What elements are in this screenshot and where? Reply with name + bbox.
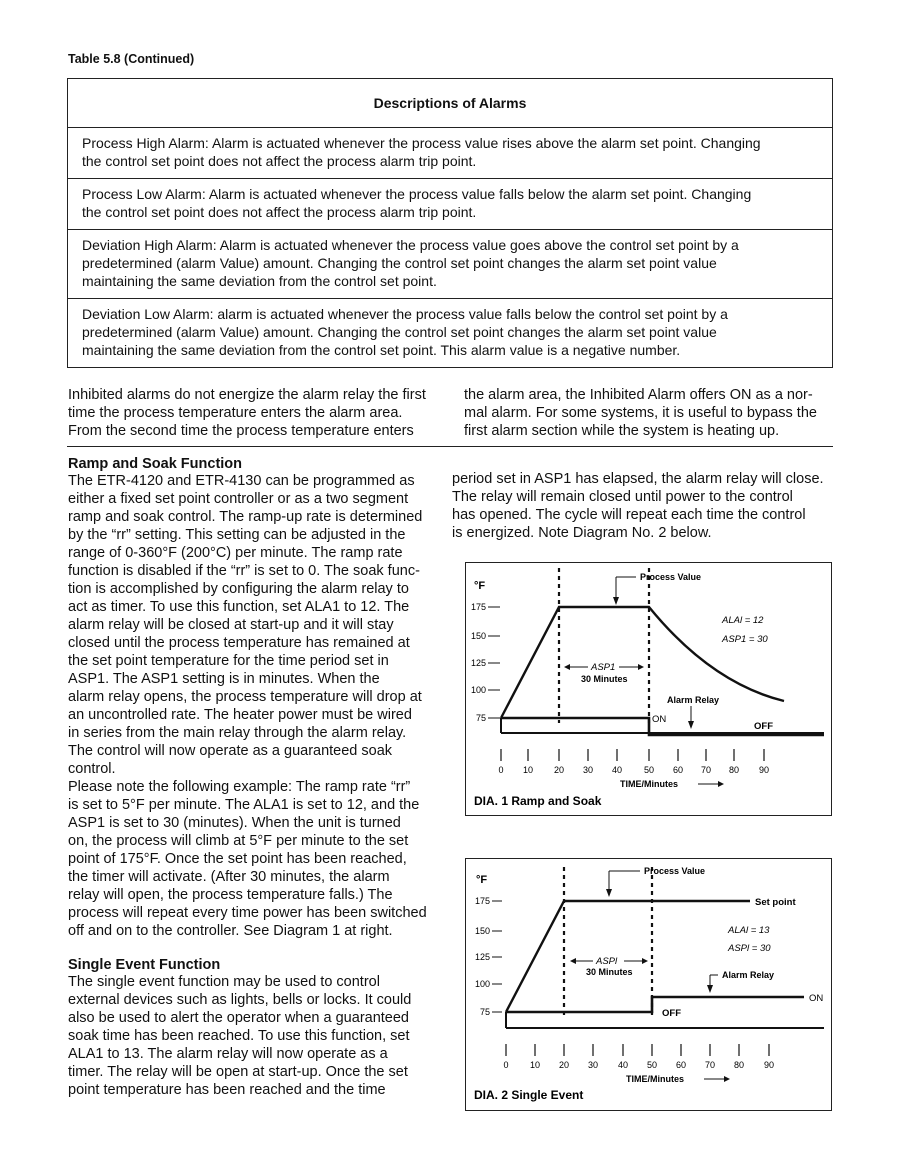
relay-on-label: ON xyxy=(652,714,667,725)
table-header: Descriptions of Alarms xyxy=(68,79,832,128)
alarm-relay-arrowhead xyxy=(707,985,713,993)
ramp-soak-line: The ETR-4120 and ETR-4130 can be programmed as xyxy=(68,473,415,489)
timer-arrowhead-right xyxy=(642,958,648,964)
single-event-line: ALA1 to 13. The alarm relay will now operate as a xyxy=(68,1046,388,1062)
ramp-soak-line: tion is accomplished by configuring the alarm relay to xyxy=(68,581,409,597)
y-tick-label: 100 xyxy=(470,685,486,695)
ramp-soak-line: function is disabled if the “rr” is set to 0. The soak func- xyxy=(68,563,420,579)
diagram-title: DIA. 2 Single Event xyxy=(474,1088,584,1102)
x-axis-label: TIME/Minutes xyxy=(620,779,678,789)
y-tick-label: 150 xyxy=(474,926,490,936)
alarm-relay-label: Alarm Relay xyxy=(722,970,775,980)
y-tick-label: 100 xyxy=(474,979,490,989)
ramp-soak-right-paragraph xyxy=(452,470,842,542)
ramp-soak-line: point of 175°F. Once the set point has been reached, xyxy=(68,851,407,867)
timer-label: ASP1 xyxy=(591,662,616,673)
x-tick-label: 80 xyxy=(728,765,740,775)
single-event-line: timer. The relay will be open at start-up. Once the set xyxy=(68,1064,408,1080)
y-unit-label: °F xyxy=(474,580,486,592)
x-tick-label: 0 xyxy=(503,1060,509,1070)
diagram-single-event xyxy=(465,858,832,1111)
x-tick-label: 30 xyxy=(587,1060,599,1070)
ramp-soak-right-line: period set in ASP1 has elapsed, the alarm relay will close. xyxy=(452,471,824,487)
section-divider xyxy=(67,446,833,447)
ramp-soak-line: act as timer. To use this function, set ALA1 to 12. The xyxy=(68,599,410,615)
ramp-soak-line: control. xyxy=(68,761,116,777)
ramp-soak-right-line: is energized. Note Diagram No. 2 below. xyxy=(452,525,712,541)
ramp-soak-line: is set to 5°F per minute. The ALA1 is set to 12, and the xyxy=(68,797,420,813)
x-tick-label: 30 xyxy=(582,765,594,775)
single-event-line: external devices such as lights, bells or locks. It could xyxy=(68,992,412,1008)
y-unit-label: °F xyxy=(476,874,488,886)
ramp-soak-line: off and on to the controller. See Diagram 1 at right. xyxy=(68,923,393,939)
process-value-label: Process Value xyxy=(640,572,702,582)
x-tick-label: 10 xyxy=(529,1060,541,1070)
y-tick-label: 125 xyxy=(474,952,490,962)
single-event-line: The single event function may be used to control xyxy=(68,974,380,990)
diagram-title: DIA. 1 Ramp and Soak xyxy=(474,794,602,808)
x-tick-label: 20 xyxy=(558,1060,570,1070)
x-tick-label: 60 xyxy=(675,1060,687,1070)
ramp-soak-line: alarm relay will be closed at start-up and it will stay xyxy=(68,617,394,633)
x-tick-label: 10 xyxy=(522,765,534,775)
y-tick-label: 175 xyxy=(470,602,486,612)
ramp-soak-body xyxy=(68,472,448,940)
ramp-soak-line: range of 0-360°F (200°C) per minute. The ramp rate xyxy=(68,545,403,561)
timer-arrowhead-left xyxy=(564,664,570,670)
timer-label: ASPl xyxy=(596,956,618,967)
relay-off-label: OFF xyxy=(754,721,773,732)
diagram-2-svg xyxy=(466,859,830,1109)
process-value-line xyxy=(506,901,750,1012)
x-axis-label: TIME/Minutes xyxy=(626,1074,684,1084)
alarm-relay-line xyxy=(506,997,804,1012)
ramp-soak-line: relay will open, the process temperature falls.) The xyxy=(68,887,393,903)
table-caption: Table 5.8 (Continued) xyxy=(68,52,195,66)
table-row-process-high: Process High Alarm: Alarm is actuated whenever the process value rises above the alarm set point. Changing the control set point does not affect the process alarm trip point. xyxy=(68,128,832,179)
x-tick-label: 70 xyxy=(700,765,712,775)
ramp-soak-line: the timer will activate. (After 30 minutes, the alarm xyxy=(68,869,390,885)
x-tick-label: 20 xyxy=(553,765,565,775)
ramp-soak-section xyxy=(68,456,448,1099)
ramp-soak-line: in series from the main relay through the alarm relay. xyxy=(68,725,407,741)
ramp-soak-line: on, the process will climb at 5°F per minute to the set xyxy=(68,833,409,849)
timer-duration: 30 Minutes xyxy=(586,967,633,977)
single-event-line: also be used to alert the operator when a guaranteed xyxy=(68,1010,409,1026)
ramp-soak-line: The control will now operate as a guaranteed soak xyxy=(68,743,393,759)
param-asp1: ASP1 = 30 xyxy=(722,634,768,645)
param-ala1: ALAl = 13 xyxy=(728,925,770,936)
param-ala1: ALAl = 12 xyxy=(722,615,764,626)
param-asp1: ASPl = 30 xyxy=(728,943,771,954)
ramp-soak-heading: Ramp and Soak Function xyxy=(68,456,243,472)
inhibited-right-paragraph: the alarm area, the Inhibited Alarm offers ON as a nor- mal alarm. For some systems, it is useful to bypass the first alarm section while the system is heating up. xyxy=(464,387,817,439)
x-axis-arrowhead xyxy=(724,1076,730,1082)
process-value-label: Process Value xyxy=(644,866,706,876)
x-tick-label: 0 xyxy=(498,765,504,775)
x-tick-label: 90 xyxy=(763,1060,775,1070)
single-event-heading: Single Event Function xyxy=(68,957,221,973)
single-event-line: point temperature has been reached and the time xyxy=(68,1082,386,1098)
timer-arrowhead-left xyxy=(570,958,576,964)
x-tick-label: 40 xyxy=(611,765,623,775)
timer-arrowhead-right xyxy=(638,664,644,670)
ramp-soak-line: ASP1 is set to 30 (minutes). When the unit is turned xyxy=(68,815,401,831)
x-tick-label: 80 xyxy=(733,1060,745,1070)
ramp-soak-line: ASP1. The ASP1 setting is in minutes. When the xyxy=(68,671,380,687)
ramp-soak-line: by the “rr” setting. This setting can be adjusted in the xyxy=(68,527,406,543)
y-tick-label: 75 xyxy=(479,1007,490,1017)
table-row-process-low: Process Low Alarm: Alarm is actuated whenever the process value falls below the alarm set point. Changing the control set point does not affect the process alarm trip point. xyxy=(68,179,832,230)
ramp-soak-line: alarm relay opens, the process temperature will drop at xyxy=(68,689,422,705)
ramp-soak-right-line: has opened. The cycle will repeat each time the control xyxy=(452,507,806,523)
y-tick-label: 75 xyxy=(475,713,486,723)
ramp-soak-line: Please note the following example: The ramp rate “rr” xyxy=(68,779,411,795)
y-tick-label: 175 xyxy=(474,896,490,906)
ramp-soak-line: either a fixed set point controller or as a two segment xyxy=(68,491,409,507)
relay-off-label: OFF xyxy=(662,1008,681,1019)
x-tick-label: 70 xyxy=(704,1060,716,1070)
single-event-body xyxy=(68,973,448,1099)
y-tick-label: 125 xyxy=(470,658,486,668)
alarm-descriptions-table xyxy=(67,78,833,368)
inhibited-left-paragraph: Inhibited alarms do not energize the alarm relay the first time the process temperature enters the alarm area. From the second time the process temperature enters xyxy=(68,387,426,439)
ramp-soak-line: ramp and soak control. The ramp-up rate is determined xyxy=(68,509,423,525)
x-tick-label: 90 xyxy=(758,765,770,775)
x-tick-label: 50 xyxy=(646,1060,658,1070)
single-event-line: soak time has been reached. To use this function, set xyxy=(68,1028,410,1044)
x-axis-arrowhead xyxy=(718,781,724,787)
table-row-deviation-low: Deviation Low Alarm: alarm is actuated whenever the process value falls below the control set point by a predetermined (alarm Value) amount. Changing the control set point changes the alarm set point value maintaining the same deviation from the control set point. This alarm value is a negative number. xyxy=(82,306,728,358)
table-row-deviation-high: Deviation High Alarm: Alarm is actuated whenever the process value goes above the control set point by a predetermined (alarm Value) amount. Changing the control set point changes the alarm set point value maintaining the same deviation from the control set point. xyxy=(68,230,832,299)
x-tick-label: 50 xyxy=(643,765,655,775)
diagram-1-svg xyxy=(466,563,830,814)
ramp-soak-line: the set point temperature for the time period set in xyxy=(68,653,389,669)
x-tick-label: 60 xyxy=(672,765,684,775)
y-tick-label: 150 xyxy=(470,631,486,641)
alarm-relay-arrowhead xyxy=(688,721,694,729)
process-value-arrowhead xyxy=(606,889,612,897)
relay-on-label: ON xyxy=(809,993,824,1004)
process-value-arrowhead xyxy=(613,597,619,605)
ramp-soak-right-line: The relay will remain closed until power to the control xyxy=(452,489,793,505)
x-tick-label: 40 xyxy=(617,1060,629,1070)
set-point-label: Set point xyxy=(755,897,796,908)
timer-duration: 30 Minutes xyxy=(581,674,628,684)
ramp-soak-line: process will repeat every time power has been switched xyxy=(68,905,427,921)
ramp-soak-line: an uncontrolled rate. The heater power must be wired xyxy=(68,707,412,723)
alarm-relay-label: Alarm Relay xyxy=(667,695,720,705)
ramp-soak-line: closed until the process temperature has remained at xyxy=(68,635,410,651)
diagram-ramp-and-soak xyxy=(465,562,832,816)
